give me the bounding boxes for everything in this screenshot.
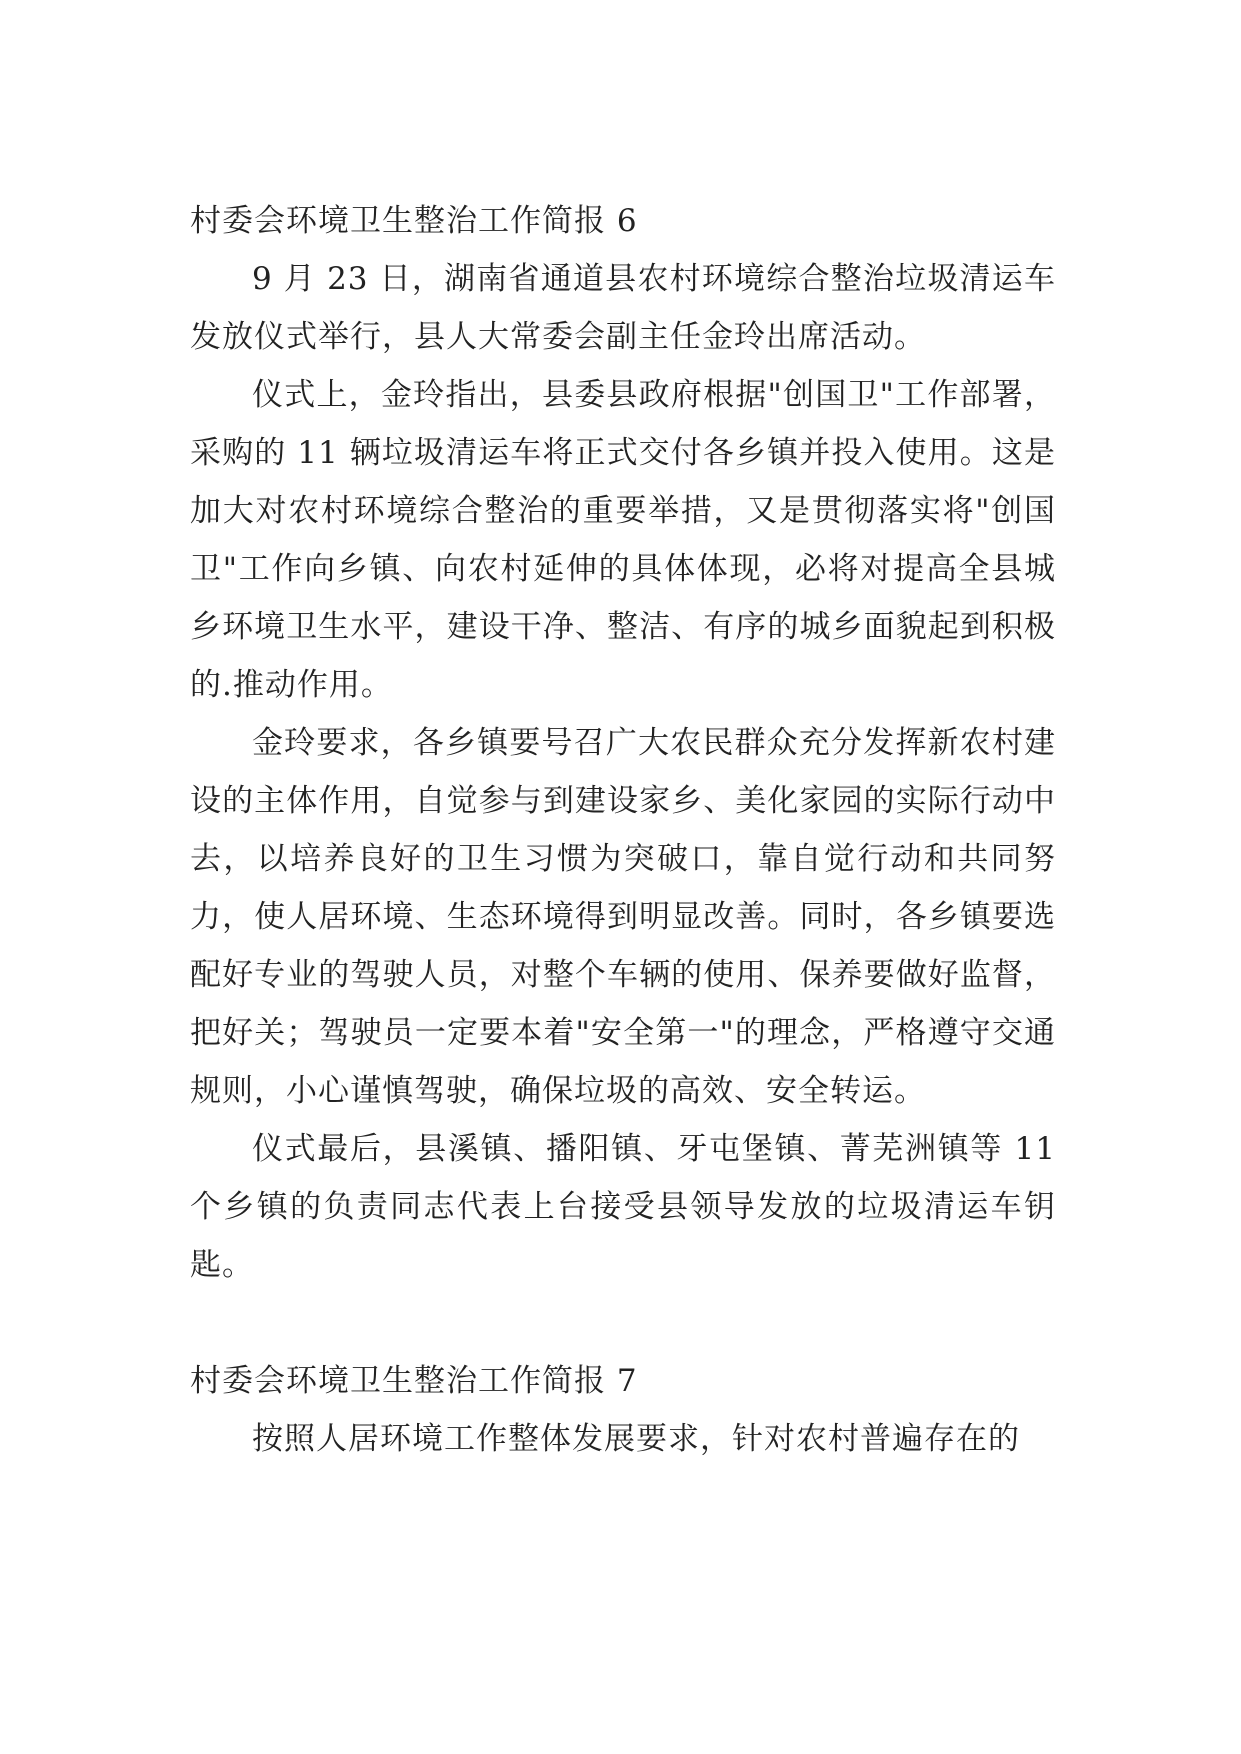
paragraph: 仪式上，金玲指出，县委县政府根据"创国卫"工作部署，采购的 11 辆垃圾清运车将正式交付各乡镇并投入使用。这是加大对农村环境综合整治的重要举措，又是贯彻落实将"创国卫"工作向乡镇、向农村延伸的具体体现，必将对提高全县城乡环境卫生水平，建设干净、整洁、有序的城乡面貌起到积极的.推动作用。 [190, 377, 1056, 703]
section-heading: 村委会环境卫生整治工作简报 7 [190, 1363, 638, 1399]
paragraph: 按照人居环境工作整体发展要求，针对农村普遍存在的 [252, 1421, 1020, 1457]
section-heading: 村委会环境卫生整治工作简报 6 [190, 203, 638, 239]
paragraph: 9 月 23 日，湖南省通道县农村环境综合整治垃圾清运车发放仪式举行，县人大常委会副主任金玲出席活动。 [190, 261, 1056, 355]
section-spacer [190, 1294, 1056, 1352]
paragraph: 金玲要求，各乡镇要号召广大农民群众充分发挥新农村建设的主体作用，自觉参与到建设家乡、美化家园的实际行动中去，以培养良好的卫生习惯为突破口，靠自觉行动和共同努力，使人居环境、生态环境得到明显改善。同时，各乡镇要选配好专业的驾驶人员，对整个车辆的使用、保养要做好监督，把好关；驾驶员一定要本着"安全第一"的理念，严格遵守交通规则，小心谨慎驾驶，确保垃圾的高效、安全转运。 [190, 725, 1056, 1109]
paragraph: 仪式最后，县溪镇、播阳镇、牙屯堡镇、菁芜洲镇等 11 个乡镇的负责同志代表上台接受县领导发放的垃圾清运车钥匙。 [190, 1131, 1056, 1283]
document-body [190, 192, 1056, 1468]
